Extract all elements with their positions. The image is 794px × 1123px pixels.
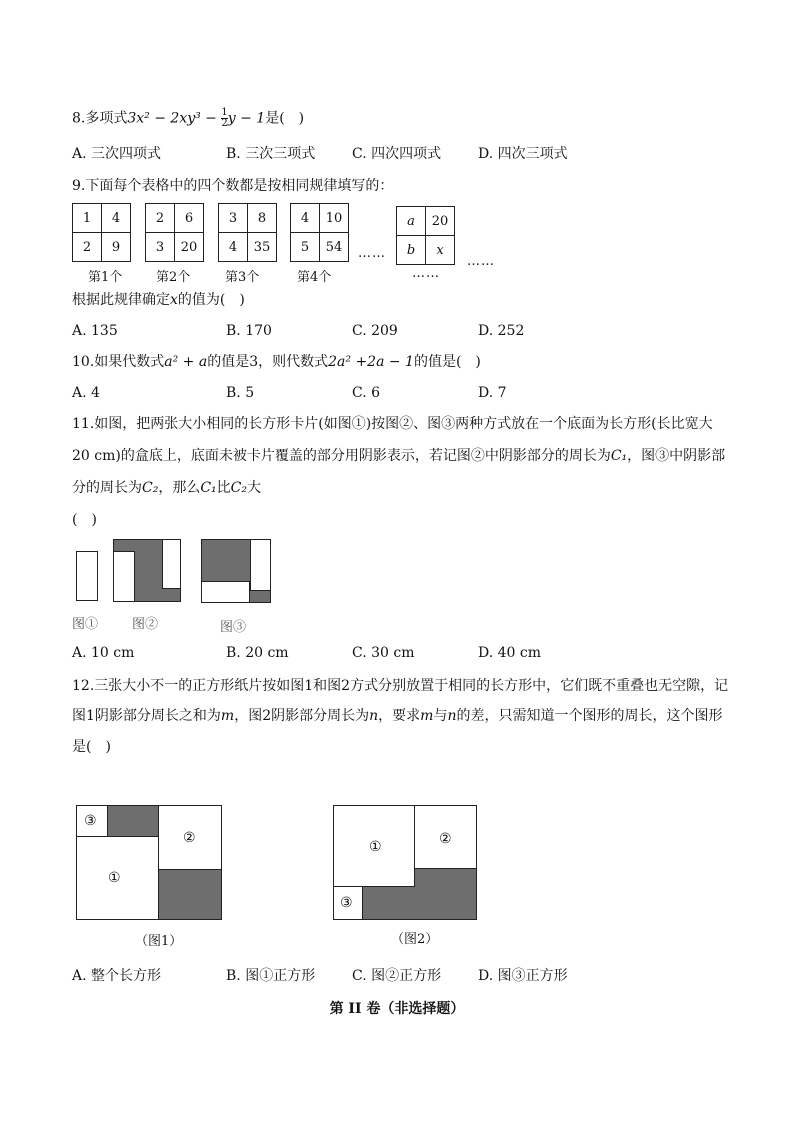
q10-option-c: C. 6	[352, 385, 381, 401]
q12-fig2-label-1: ①	[369, 839, 382, 855]
q12-fig2-label-3: ③	[340, 895, 353, 911]
q11-answer-paren: ( )	[72, 512, 97, 528]
q12-line-3: 是( )	[72, 739, 111, 755]
q8-stem: 8.多项式3x² − 2xy³ − $\frac{1}{2}$ y − 1是( )	[72, 107, 305, 129]
q10-option-a: A. 4	[72, 385, 100, 401]
q12-option-d: D. 图③正方形	[478, 968, 568, 984]
q12-option-c: C. 图②正方形	[352, 968, 442, 984]
q12-fig1-caption: （图1）	[135, 934, 183, 949]
q9-option-c: C. 209	[352, 323, 398, 339]
q12-fig1-shade-top	[107, 806, 158, 837]
q9-table-4: 4 10 5 54	[290, 203, 349, 262]
q12-option-b: B. 图①正方形	[226, 968, 316, 984]
q9-caption-2: 第2个	[156, 270, 191, 285]
q10-option-d: D. 7	[478, 385, 507, 401]
q12-fig1-shade-bottom	[158, 869, 221, 919]
q11-option-a: A. 10 cm	[72, 645, 135, 661]
q11-fig2-label: 图②	[132, 617, 159, 632]
q8-option-a: A. 三次四项式	[72, 146, 162, 162]
q8-option-b: B. 三次三项式	[226, 146, 316, 162]
q9-ellipsis-3: ……	[467, 254, 495, 269]
q9-option-b: B. 170	[226, 323, 272, 339]
q11-option-b: B. 20 cm	[226, 645, 289, 661]
q10-stem: 10.如果代数式a² + a的值是3，则代数式2a² +2a − 1的值是( )	[72, 354, 481, 370]
q12-line-2: 图1阴影部分周长之和为m，图2阴影部分周长为n，要求m与n的差，只需知道一个图形的周长，这个图形	[72, 708, 723, 724]
q11-fig2-card-2	[162, 539, 181, 589]
q9-ellipsis-1: ……	[358, 246, 386, 261]
q9-table-general: a 20 b x	[396, 206, 455, 265]
q9-question: 根据此规律确定x的值为( )	[72, 292, 245, 308]
q9-option-a: A. 135	[72, 323, 118, 339]
section-title: 第 II 卷（非选择题）	[329, 1001, 465, 1017]
q11-option-d: D. 40 cm	[478, 645, 542, 661]
q9-option-d: D. 252	[478, 323, 525, 339]
q9-table-2: 2 6 3 20	[145, 203, 204, 262]
q12-fig1-label-3: ③	[84, 813, 97, 829]
q12-fig2-caption: （图2）	[391, 932, 439, 947]
q12-fig2-label-2: ②	[439, 831, 452, 847]
q11-line-2: 20 cm)的盒底上，底面未被卡片覆盖的部分用阴影表示，若记图②中阴影部分的周长为C₁，图③中阴影部	[72, 448, 726, 464]
q11-fig1-card	[76, 551, 98, 601]
q11-fig3-card-1	[201, 581, 250, 603]
q11-line-1: 11.如图，把两张大小相同的长方形卡片(如图①)按图②、图③两种方式放在一个底面为长方形(长比宽大	[72, 416, 713, 432]
q11-fig3-label: 图③	[220, 620, 247, 635]
q8-option-d: D. 四次三项式	[478, 146, 568, 162]
q9-table-1: 1 4 2 9	[72, 203, 131, 262]
q11-fig2-card-1	[113, 551, 135, 602]
q9-caption-3: 第3个	[225, 270, 260, 285]
q10-option-b: B. 5	[226, 385, 255, 401]
q8-option-c: C. 四次四项式	[352, 146, 442, 162]
q12-line-1: 12.三张大小不一的正方形纸片按如图1和图2方式分别放置于相同的长方形中，它们既不重叠也无空隙，记	[72, 678, 729, 694]
q11-line-3: 分的周长为C₂，那么C₁比C₂大	[72, 480, 261, 496]
q11-fig3-card-2	[250, 539, 271, 591]
q11-option-c: C. 30 cm	[352, 645, 415, 661]
q9-ellipsis-2: ……	[412, 266, 440, 281]
q9-stem: 9.下面每个表格中的四个数都是按相同规律填写的：	[72, 178, 394, 194]
q12-fig1-label-2: ②	[183, 830, 196, 846]
q9-caption-1: 第1个	[88, 270, 123, 285]
q12-option-a: A. 整个长方形	[72, 968, 162, 984]
q9-table-3: 3 8 4 35	[218, 203, 277, 262]
q12-fig1-label-1: ①	[108, 870, 121, 886]
q11-fig1-label: 图①	[72, 617, 99, 632]
q9-caption-4: 第4个	[297, 270, 332, 285]
